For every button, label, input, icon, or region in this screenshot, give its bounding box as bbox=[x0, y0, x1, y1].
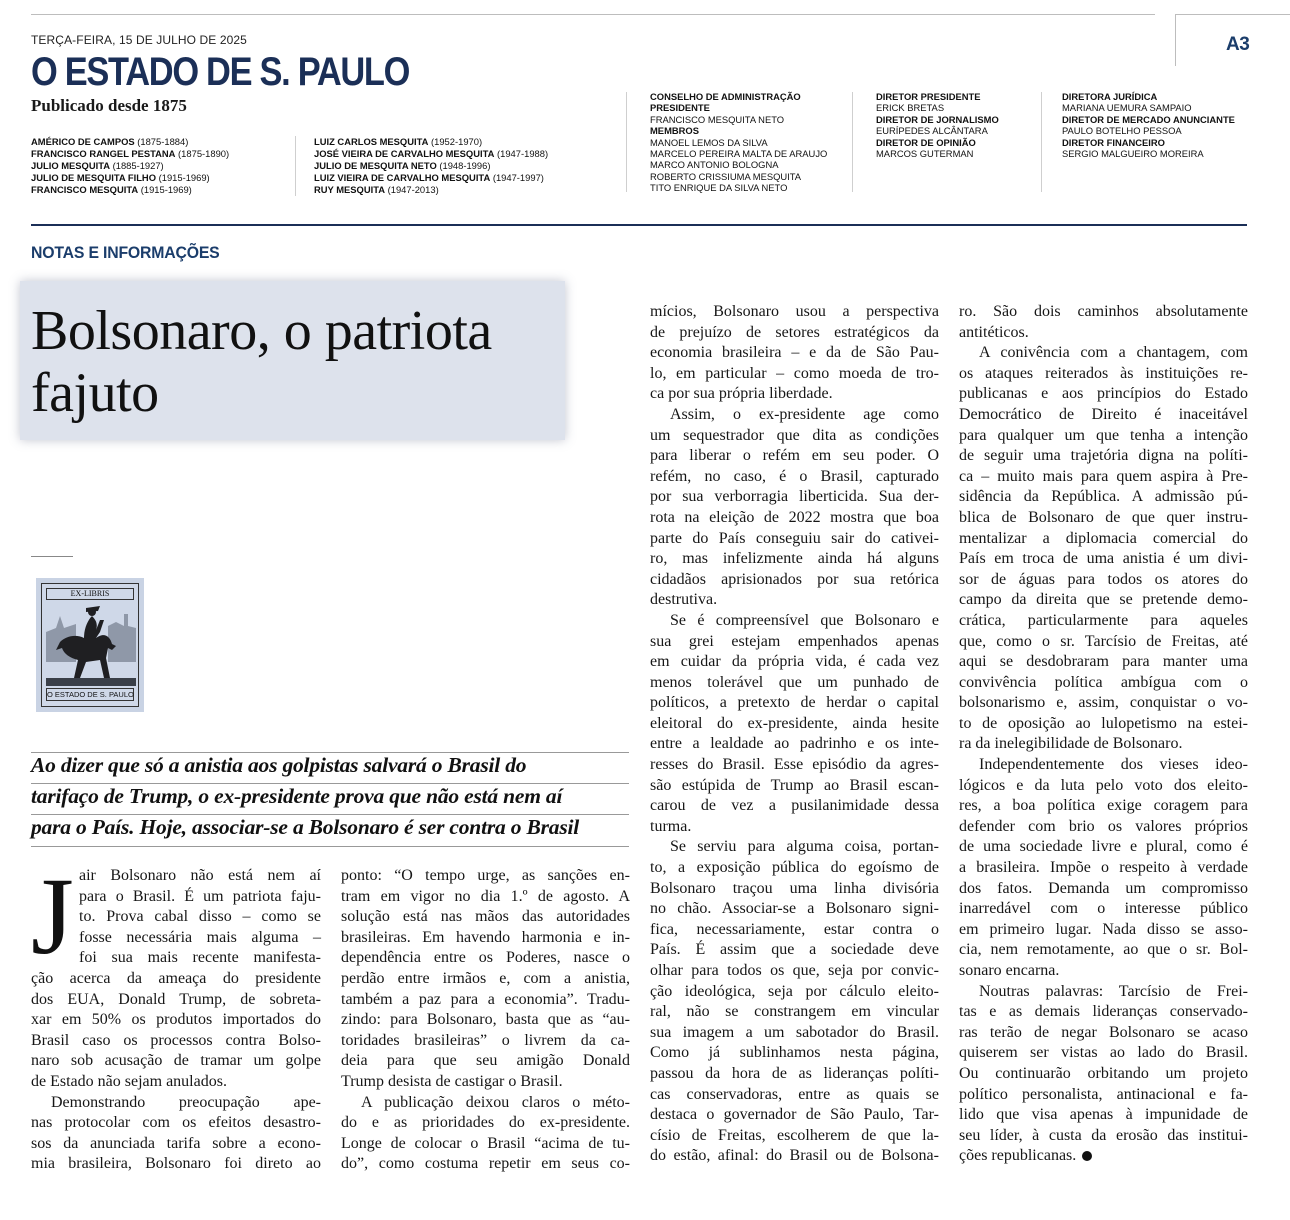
board-column-directors bbox=[876, 91, 999, 159]
article-line: ra da inelegibilidade de Bolsonaro. bbox=[959, 735, 1183, 753]
board-role-heading: DIRETORA JURÍDICA bbox=[1062, 91, 1158, 102]
board-role-heading: DIRETOR PRESIDENTE bbox=[876, 91, 981, 102]
article-line: cidadãos aprisionados por sua retórica bbox=[650, 570, 939, 588]
article-line: de prejuízo de setores estratégicos da bbox=[650, 323, 939, 341]
article-line: císio de Freitas, escolherem de que la- bbox=[650, 1126, 939, 1144]
founder-years: (1915-1969) bbox=[138, 184, 192, 196]
article-line: zindo: para Bolsonaro, basta que as “au- bbox=[341, 1011, 630, 1029]
article-line: res, a boa política exige coragem para bbox=[959, 797, 1248, 815]
article-line: sua grei estejam empenhados apenas bbox=[650, 632, 939, 650]
article-line: mentalizar a diplomacia comercial do bbox=[959, 529, 1248, 547]
article-line: sua imagem a um sabotador do Brasil. bbox=[650, 1023, 939, 1041]
article-line: do”, como costuma repetir em seus co- bbox=[341, 1155, 630, 1173]
article-line: que, como o sr. Tarcísio de Freitas, até bbox=[959, 632, 1248, 650]
article-line: fica, necessariamente, estar contra o bbox=[650, 920, 939, 938]
article-line: País em troca de uma anistia é um divi- bbox=[959, 550, 1248, 568]
article-line: toridades brasileiras” o livrem da ca- bbox=[341, 1031, 630, 1049]
article-line: em cuidar da própria vida, é cada vez bbox=[650, 653, 939, 671]
article-line: xar em 50% os produtos importados do bbox=[31, 1011, 321, 1029]
founder-name: RUY MESQUITA bbox=[314, 184, 386, 196]
deck-rule-2 bbox=[31, 814, 629, 815]
founder-years: (1947-2013) bbox=[385, 184, 439, 196]
article-line: para o Brasil. É um patriota faju- bbox=[79, 887, 321, 905]
founders-list-left bbox=[31, 136, 229, 196]
article-line: aqui se desdobraram para manter uma bbox=[959, 653, 1248, 671]
article-line: campo da direita que se pretende demo- bbox=[959, 591, 1248, 609]
founder-name: FRANCISCO MESQUITA bbox=[31, 184, 139, 196]
article-line: A conivência com a chantagem, com bbox=[979, 344, 1248, 362]
founder-name: LUIZ CARLOS MESQUITA bbox=[314, 136, 429, 147]
article-line: Demonstrando preocupação ape- bbox=[51, 1093, 321, 1111]
article-line: economia brasileira – e da de São Pau- bbox=[650, 344, 939, 362]
article-line: ção acerca da ameaça do presidente bbox=[31, 969, 321, 987]
article-line: Democrático de Direito é inaceitável bbox=[959, 405, 1248, 423]
founder-years: (1947-1997) bbox=[490, 172, 544, 184]
article-line: perdão entre irmãos e, com a anistia, bbox=[341, 969, 630, 987]
board-divider-2 bbox=[852, 92, 853, 192]
article-column-2 bbox=[341, 866, 630, 1175]
article-line: mícios, Bolsonaro usou a perspectiva bbox=[650, 303, 939, 320]
founder-entry bbox=[314, 172, 548, 184]
article-line: air Bolsonaro não está nem aí bbox=[79, 867, 321, 884]
end-mark-icon bbox=[1082, 1151, 1092, 1161]
board-member-name: FRANCISCO MESQUITA NETO bbox=[650, 113, 785, 125]
article-line: entre a lealdade ao padrinho e os inte- bbox=[650, 735, 939, 753]
founder-name: JULIO MESQUITA bbox=[31, 160, 110, 172]
founder-entry bbox=[31, 160, 229, 172]
article-line: defender com brio os valores próprios bbox=[959, 817, 1248, 835]
article-line: foi sua mais recente manifesta- bbox=[79, 949, 321, 967]
article-line: de seguir uma trajetória digna na políti- bbox=[959, 447, 1248, 465]
article-line: lo, em particular – como moeda de tro- bbox=[650, 364, 939, 382]
article-line: Se serviu para alguma coisa, portan- bbox=[670, 838, 939, 856]
board-role-heading: DIRETOR DE OPINIÃO bbox=[876, 136, 976, 148]
article-line: em primeiro lugar. Nada disso se asso- bbox=[959, 920, 1248, 938]
board-role-heading: CONSELHO DE ADMINISTRAÇÃO bbox=[650, 91, 801, 102]
board-member-name: ERICK BRETAS bbox=[876, 102, 945, 114]
article-line: destrutiva. bbox=[650, 591, 718, 609]
deck-line: Ao dizer que só a anistia aos golpistas salvará o Brasil do bbox=[31, 753, 527, 777]
article-line: fosse necessária mais alguma – bbox=[79, 928, 321, 946]
article-line: ponto: “O tempo urge, as sanções en- bbox=[341, 867, 630, 884]
board-member-name: MARCO ANTONIO BOLOGNA bbox=[650, 159, 779, 171]
page-box-divider bbox=[1175, 14, 1176, 66]
article-line: Se é compreensível que Bolsonaro e bbox=[670, 611, 939, 629]
short-rule bbox=[31, 556, 73, 557]
article-line: a brasileira. Impõe o respeito à verdade bbox=[959, 859, 1248, 877]
article-line: dos fatos. Demanda um compromisso bbox=[959, 879, 1248, 897]
article-line: passou da hora de as lideranças políti- bbox=[650, 1064, 939, 1082]
article-line: dos EUA, Donald Trump, de sobreta- bbox=[31, 990, 321, 1008]
article-line: um sequestrador que dita as condições bbox=[650, 426, 939, 444]
article-line: antitéticos. bbox=[959, 323, 1029, 341]
founders-divider bbox=[295, 136, 296, 196]
founder-years: (1885-1927) bbox=[110, 160, 164, 172]
page-box-top-rule bbox=[1175, 14, 1290, 15]
founder-name: JULIO DE MESQUITA NETO bbox=[314, 160, 437, 172]
article-line: quiserem ser vistas ao lado do Brasil. bbox=[959, 1044, 1248, 1062]
top-rule bbox=[31, 14, 1155, 15]
article-line: políticos, a pretexto de herdar o capital bbox=[650, 694, 939, 712]
founder-name: FRANCISCO RANGEL PESTANA bbox=[31, 148, 176, 160]
board-member-name: ROBERTO CRISSIUMA MESQUITA bbox=[650, 170, 802, 182]
article-line: Longe de colocar o Brasil “acima de tu- bbox=[341, 1134, 630, 1152]
board-role-heading: MEMBROS bbox=[650, 125, 699, 137]
article-line: de uma sociedade livre e plural, como é bbox=[959, 838, 1248, 856]
page-number: A3 bbox=[1226, 34, 1250, 55]
board-column-council bbox=[650, 91, 827, 194]
founder-entry bbox=[314, 184, 548, 196]
headline-line: fajuto bbox=[31, 362, 159, 424]
article-line: por sua verborragia liberticida. Sua der- bbox=[650, 488, 939, 506]
article-line: parte do País conseguiu sair do cativei- bbox=[650, 529, 939, 547]
board-role-heading: DIRETOR FINANCEIRO bbox=[1062, 136, 1165, 148]
founders-list-right bbox=[314, 136, 548, 196]
board-member-name: EURÍPEDES ALCÂNTARA bbox=[876, 125, 988, 137]
article-line: lido que visa apenas à impunidade de bbox=[959, 1106, 1248, 1124]
board-member-name: MANOEL LEMOS DA SILVA bbox=[650, 136, 768, 148]
dateline: TERÇA-FEIRA, 15 DE JULHO DE 2025 bbox=[31, 33, 247, 47]
founder-years: (1952-1970) bbox=[428, 136, 483, 147]
article-line: publicanas e aos princípios do Estado bbox=[959, 385, 1248, 403]
article-line: nas protocolar com os efeitos desastro- bbox=[31, 1114, 321, 1132]
founder-entry bbox=[31, 148, 229, 160]
article-line: to, a exposição pública do egoísmo de bbox=[650, 859, 939, 877]
headline bbox=[31, 300, 561, 424]
board-member-name: SERGIO MALGUEIRO MOREIRA bbox=[1062, 148, 1204, 160]
drop-cap: J bbox=[31, 855, 74, 977]
board-member-name: TITO ENRIQUE DA SILVA NETO bbox=[650, 182, 788, 194]
article-line: destaca o governador de São Paulo, Tar- bbox=[650, 1106, 939, 1124]
founder-years: (1915-1969) bbox=[156, 172, 210, 184]
ex-libris-label: EX-LIBRIS bbox=[46, 588, 134, 600]
article-line: ção ideológica, seja por cálculo eleito- bbox=[650, 982, 939, 1000]
article-line: turma. bbox=[650, 817, 692, 835]
founder-years: (1875-1884) bbox=[134, 136, 189, 147]
article-line: tas e as demais lideranças conservado- bbox=[959, 1003, 1248, 1021]
article-line: to. Prova cabal disso – como se bbox=[79, 908, 321, 926]
article-line: Assim, o ex-presidente age como bbox=[670, 405, 939, 423]
article-line: ro. São dois caminhos absolutamente bbox=[959, 303, 1248, 320]
board-column-directors-2 bbox=[1062, 91, 1235, 159]
founder-entry bbox=[314, 136, 548, 148]
article-line: do e as prioridades do ex-presidente. bbox=[341, 1114, 630, 1132]
deck-line: para o País. Hoje, associar-se a Bolsonaro é ser contra o Brasil bbox=[31, 815, 580, 839]
article-line: sidência da República. A admissão pú- bbox=[959, 488, 1248, 506]
article-line: blica de Bolsonaro de que quer instru- bbox=[959, 508, 1248, 526]
headline-line: Bolsonaro, o patriota bbox=[31, 300, 492, 362]
founder-entry bbox=[31, 172, 229, 184]
deck-line: tarifaço de Trump, o ex-presidente prova que não está nem aí bbox=[31, 784, 563, 808]
article-line: sos da anunciada tarifa sobre a econo- bbox=[31, 1134, 321, 1152]
board-divider-1 bbox=[626, 92, 627, 192]
article-line: dependência entre os Poderes, nasce o bbox=[341, 949, 630, 967]
article-line: carou de vez a pusilanimidade dessa bbox=[650, 797, 939, 815]
section-rule bbox=[31, 224, 1247, 226]
article-line: os ataques reiterados às instituições re- bbox=[959, 364, 1248, 382]
ex-libris-image bbox=[36, 578, 144, 712]
article-line: ro, mas infelizmente ainda há alguns bbox=[650, 550, 939, 568]
article-column-4 bbox=[959, 302, 1248, 1167]
masthead: O ESTADO DE S. PAULO bbox=[31, 50, 410, 94]
article-line: convivência política ambígua com o bbox=[959, 673, 1248, 691]
ex-libris-caption: O ESTADO DE S. PAULO bbox=[47, 690, 134, 699]
founder-years: (1948-1996) bbox=[436, 160, 491, 172]
article-line: ral, não se constrangem em vincular bbox=[650, 1003, 939, 1021]
horseman-icon bbox=[46, 602, 136, 686]
article-line: inarredável com o interesse público bbox=[959, 900, 1248, 918]
article-line: brasileiras. Em havendo harmonia e in- bbox=[341, 928, 630, 946]
founder-years: (1875-1890) bbox=[175, 148, 230, 160]
article-line: sor de águas para todos os atores do bbox=[959, 570, 1248, 588]
founder-entry bbox=[314, 148, 548, 160]
founder-name: JULIO DE MESQUITA FILHO bbox=[31, 172, 156, 184]
founder-name: AMÉRICO DE CAMPOS bbox=[31, 136, 135, 147]
article-line: Bolsonaro traçou uma linha divisória bbox=[650, 879, 939, 897]
board-role-heading: PRESIDENTE bbox=[650, 102, 710, 114]
founder-name: JOSÉ VIEIRA DE CARVALHO MESQUITA bbox=[314, 148, 495, 160]
article-line: refém, no caso, é o Brasil, capturado bbox=[650, 467, 939, 485]
article-line: A publicação deixou claros o méto- bbox=[361, 1093, 630, 1111]
board-member-name: PAULO BOTELHO PESSOA bbox=[1062, 125, 1182, 137]
board-role-heading: DIRETOR DE JORNALISMO bbox=[876, 113, 999, 125]
board-role-heading: DIRETOR DE MERCADO ANUNCIANTE bbox=[1062, 113, 1235, 125]
article-line: to de oposição ao lulopetismo na estei- bbox=[959, 714, 1248, 732]
article-line: político personalista, antinacional e fa- bbox=[959, 1085, 1248, 1103]
article-line: deia para que seu amigão Donald bbox=[341, 1052, 630, 1070]
article-line: mia brasileira, Bolsonaro foi direto ao bbox=[31, 1155, 321, 1173]
article-line: menos tolerável que um punhado de bbox=[650, 673, 939, 691]
article-line: para liberar o refém em seu poder. O bbox=[650, 447, 939, 465]
article-line: lógicos e da luta pelo voto dos eleito- bbox=[959, 776, 1248, 794]
article-line: ções republicanas. bbox=[959, 1146, 1248, 1167]
article-line: no chão. Associar-se a Bolsonaro signi- bbox=[650, 900, 939, 918]
article-line: bolsonarismo e, assim, conquistar o vo- bbox=[959, 694, 1248, 712]
article-line: crática, particularmente para aqueles bbox=[959, 611, 1248, 629]
article-line: resses do Brasil. Esse episódio da agres- bbox=[650, 756, 939, 774]
article-line: Como já sublinhamos nesta página, bbox=[650, 1044, 939, 1062]
article-line: cas conservadoras, entre as quais se bbox=[650, 1085, 939, 1103]
article-line: naro sob acusação de tramar um golpe bbox=[31, 1052, 321, 1070]
article-line: País. É assim que a sociedade deve bbox=[650, 941, 939, 959]
founder-entry bbox=[31, 184, 229, 196]
deck bbox=[31, 750, 631, 843]
article-line: ras terão de negar Bolsonaro se acaso bbox=[959, 1023, 1248, 1041]
article-line: tram em vigor no dia 1.º de agosto. A bbox=[341, 887, 630, 905]
founder-years: (1947-1988) bbox=[494, 148, 549, 160]
deck-rule-1 bbox=[31, 783, 629, 784]
article-line: seu líder, à custa da erosão das institui- bbox=[959, 1126, 1248, 1144]
since-tagline: Publicado desde 1875 bbox=[31, 96, 187, 115]
article-line: também a paz para a economia”. Tradu- bbox=[341, 990, 630, 1008]
article-line: Trump desista de castigar o Brasil. bbox=[341, 1072, 563, 1090]
board-member-name: MARCOS GUTERMAN bbox=[876, 148, 974, 160]
article-line: Brasil caso os processos contra Bolso- bbox=[31, 1031, 321, 1049]
section-title: NOTAS E INFORMAÇÕES bbox=[31, 243, 220, 262]
article-line: sonaro encarna. bbox=[959, 962, 1060, 979]
founder-entry bbox=[31, 136, 229, 148]
founder-entry bbox=[314, 160, 548, 172]
article-column-1 bbox=[31, 855, 321, 1175]
founder-name: LUIZ VIEIRA DE CARVALHO MESQUITA bbox=[314, 172, 491, 184]
article-line: de Estado não sejam anulados. bbox=[31, 1072, 227, 1090]
article-line: Noutras palavras: Tarcísio de Frei- bbox=[979, 982, 1248, 1000]
deck-rule-bottom bbox=[31, 846, 629, 847]
article-line: rota na eleição de 2022 mostra que boa bbox=[650, 508, 939, 526]
article-line: do estão, afinal: do Brasil ou de Bolsona- bbox=[650, 1147, 939, 1165]
article-line: solução está nas mãos das autoridades bbox=[341, 908, 630, 926]
article-line: Ou continuarão orbitando um projeto bbox=[959, 1064, 1248, 1082]
article-line: ca por sua própria liberdade. bbox=[650, 385, 833, 403]
article-line: ca – muito mais para quem aspira à Pre- bbox=[959, 467, 1248, 485]
article-column-3 bbox=[650, 302, 939, 1167]
article-line: cia, nem remotamente, ao que o sr. Bol- bbox=[959, 941, 1248, 959]
article-line: são estúpida de Trump ao Brasil escan- bbox=[650, 776, 939, 794]
board-member-name: MARCELO PEREIRA MALTA DE ARAUJO bbox=[650, 148, 828, 160]
article-line: Independentemente dos vieses ideo- bbox=[979, 756, 1248, 774]
article-line: olhar para todos os que, seja por convic- bbox=[650, 962, 939, 979]
article-line: para qualquer um que tenha a intenção bbox=[959, 426, 1248, 444]
article-line: eleitoral do ex-presidente, ainda hesite bbox=[650, 714, 939, 732]
board-member-name: MARIANA UEMURA SAMPAIO bbox=[1062, 102, 1192, 114]
board-divider-3 bbox=[1041, 92, 1042, 192]
